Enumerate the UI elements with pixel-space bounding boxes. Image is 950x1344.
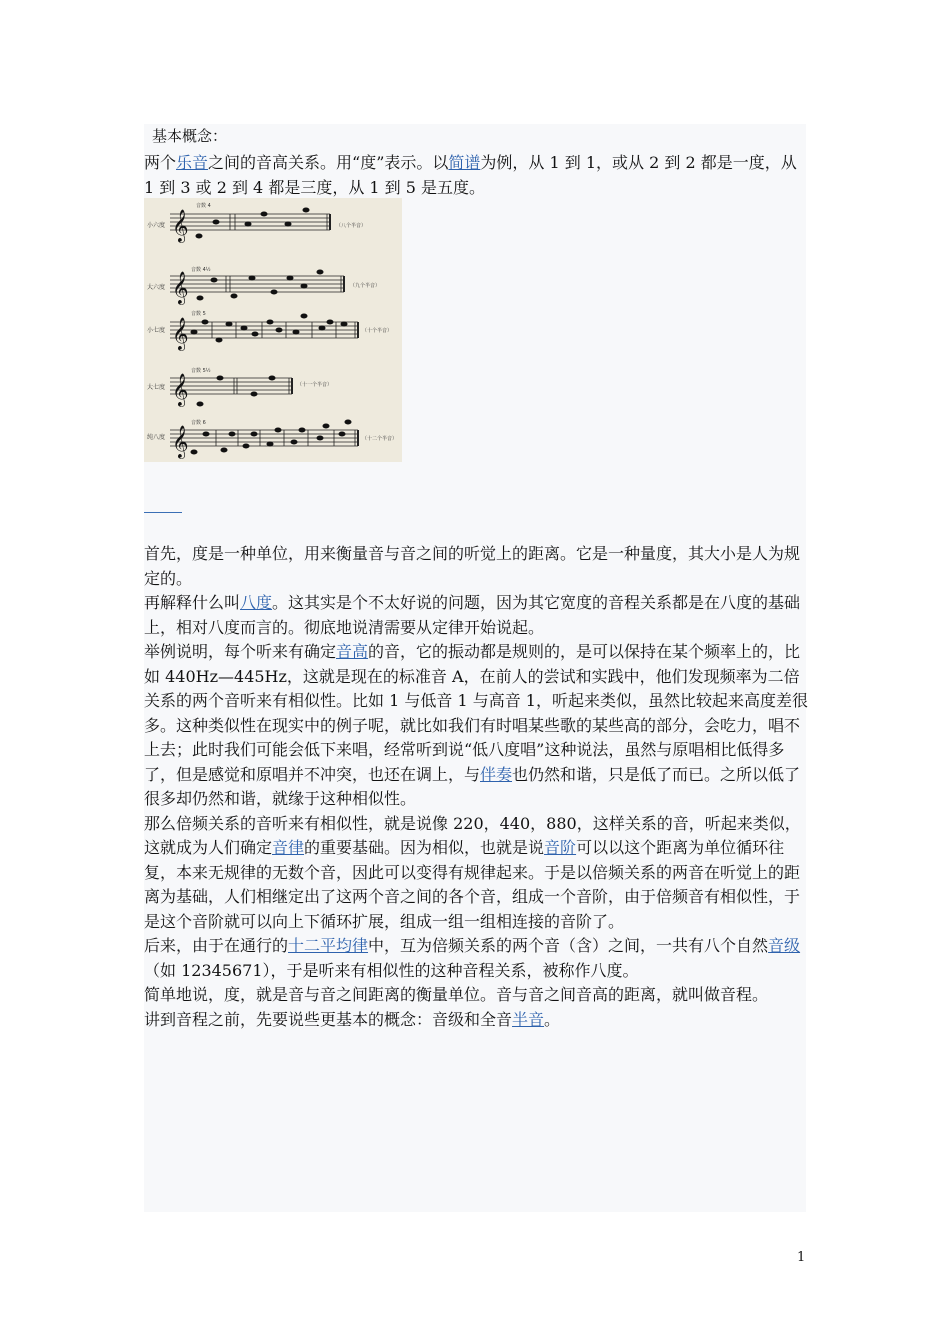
link-yinjie[interactable]: 音阶 xyxy=(544,838,577,857)
paragraph-5: 后来，由于在通行的十二平均律中，互为倍频关系的两个音（含）之间，一共有八个自然音级（如 12345671），于是听来有相似性的这种音程关系，被称作八度。 xyxy=(144,936,801,980)
row-3-name: 小七度 xyxy=(147,327,166,334)
staff-row-minor-sixth xyxy=(147,202,366,243)
article-body xyxy=(144,542,808,1032)
page-number: 1 xyxy=(797,1250,806,1265)
row-4-note: （十一个半音） xyxy=(297,382,333,388)
link-yueyin[interactable]: 乐音 xyxy=(176,153,209,172)
staff-row-major-sixth xyxy=(147,266,380,305)
treble-clef-icon: 𝄞 xyxy=(172,209,189,242)
notes-row-1 xyxy=(196,208,310,239)
staff-row-major-seventh xyxy=(147,367,332,407)
link-badu[interactable]: 八度 xyxy=(240,593,273,612)
row-1-note: （八个半音） xyxy=(336,223,367,229)
section-heading: 基本概念： xyxy=(152,127,228,145)
link-banyin[interactable]: 半音 xyxy=(512,1009,545,1029)
staff-row-minor-seventh xyxy=(147,310,392,351)
link-yingao[interactable]: 音高 xyxy=(336,642,369,661)
paragraph-1: 首先，度是一种单位，用来衡量音与音之间的听觉上的距离。它是一种量度，其大小是人为规定的。 xyxy=(144,544,801,588)
paragraph-3: 举例说明，每个听来有确定音高的音，它的振动都是规则的，是可以保持在某个频率上的，比如 440Hz—445Hz，这就是现在的标准音 A，在前人的尝试和实践中，他们发现频率为二倍关系的两个音听来有相似性。比如 1 与低音 1 与高音 1，听起来类似，虽然比较起来高度差很多。这种类似性在现实中的例子呢，就比如我们有时唱某些歌的某些高的部分，会吃力，唱不上去；此时我们可能会低下来唱，经常听到说“低八度唱”这种说法，虽然与原唱相比低得多了，但是感觉和原唱并不冲突，也还在调上，与伴奏也仍然和谐，只是低了而已。之所以低了很多却仍然和谐，就缘于这种相似性。 xyxy=(144,642,808,808)
treble-clef-icon: 𝄞 xyxy=(172,373,189,406)
row-4-count: 音数 5½ xyxy=(191,368,211,374)
row-3-count: 音数 5 xyxy=(191,311,206,317)
row-5-name: 纯八度 xyxy=(147,434,166,441)
treble-clef-icon: 𝄞 xyxy=(172,425,189,458)
row-5-count: 音数 6 xyxy=(191,420,206,426)
notes-row-4 xyxy=(197,376,276,407)
paragraph-2: 再解释什么叫八度。这其实是个不太好说的问题，因为其它宽度的音程关系都是在八度的基础上，相对八度而言的。彻底地说清需要从定律开始说起。 xyxy=(144,593,801,637)
paragraph-7: 讲到音程之前，先要说些更基本的概念：音级和全音半音。 xyxy=(144,1009,561,1029)
link-shierpingjunlv[interactable]: 十二平均律 xyxy=(288,936,369,955)
intro-paragraph: 两个乐音之间的音高关系。用“度”表示。以简谱为例，从 1 到 1，或从 2 到 2 都是一度，从 1 到 3 或 2 到 4 都是三度，从 1 到 5 是五度。 xyxy=(144,153,797,197)
notes-row-2 xyxy=(197,270,324,301)
interval-staff-figure xyxy=(144,198,402,462)
link-jianpu[interactable]: 简谱 xyxy=(448,153,481,172)
row-5-note: （十二个半音） xyxy=(362,436,398,442)
row-1-name: 小六度 xyxy=(147,222,166,229)
row-1-count: 音数 4 xyxy=(196,203,211,209)
notes-row-5 xyxy=(191,420,352,455)
treble-clef-icon: 𝄞 xyxy=(172,271,189,304)
treble-clef-icon: 𝄞 xyxy=(172,317,189,350)
link-banzou[interactable]: 伴奏 xyxy=(480,764,513,784)
row-2-count: 音数 4½ xyxy=(191,267,211,273)
staff-figure-svg xyxy=(144,198,402,462)
link-yinji[interactable]: 音级 xyxy=(768,936,801,955)
link-yinlv[interactable]: 音律 xyxy=(272,838,305,857)
empty-link-underline[interactable] xyxy=(144,512,182,513)
row-2-name: 大六度 xyxy=(147,284,166,291)
staff-row-perfect-octave xyxy=(147,419,397,459)
paragraph-6: 简单地说，度，就是音与音之间距离的衡量单位。音与音之间音高的距离，就叫做音程。 xyxy=(144,985,769,1004)
row-2-note: （九个半音） xyxy=(350,283,381,289)
row-3-note: （十个半音） xyxy=(362,328,393,334)
row-4-name: 大七度 xyxy=(147,384,166,391)
paragraph-4: 那么倍频关系的音听来有相似性，就是说像 220，440，880，这样关系的音，听起来类似，这就成为人们确定音律的重要基础。因为相似，也就是说音阶可以以这个距离为单位循环往复，本来无规律的无数个音，因此可以变得有规律起来。于是以倍频关系的两音在听觉上的距离为基础，人们相继定出了这两个音之间的各个音，组成一个音阶，由于倍频音有相似性，于是这个音阶就可以向上下循环扩展，组成一组一组相连接的音阶了。 xyxy=(144,813,801,931)
